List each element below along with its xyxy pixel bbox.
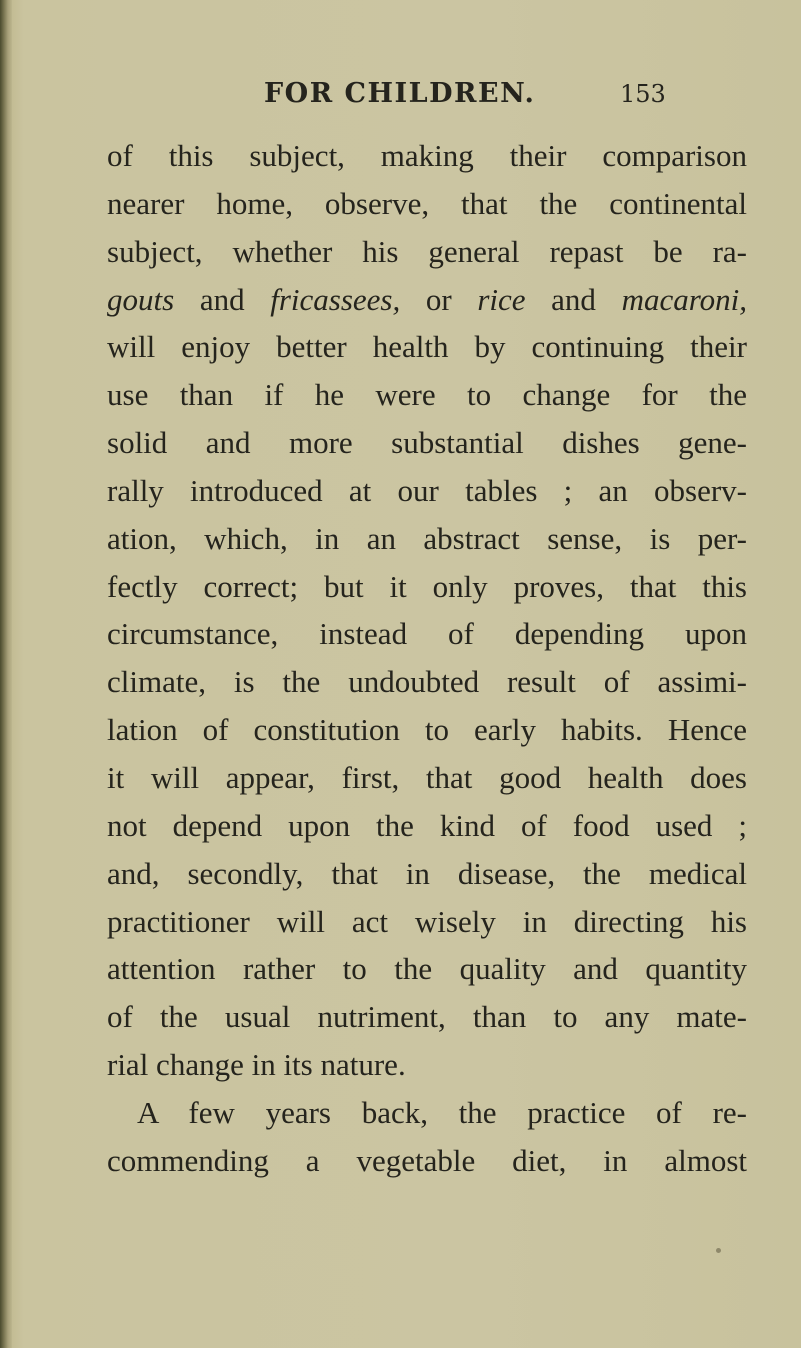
text-line: use than if he were to change for the — [107, 377, 747, 413]
text-line: of this subject, making their comparison — [107, 138, 747, 173]
body-text — [107, 132, 747, 1185]
text-line: rally introduced at our tables ; an observ- — [107, 472, 747, 508]
text-line: fectly correct; but it only proves, that this — [107, 568, 747, 604]
text-line: not depend upon the kind of food used ; — [107, 807, 747, 843]
text-line: nearer home, observe, that the continental — [107, 185, 747, 221]
text-line: will enjoy better health by continuing their — [107, 329, 747, 365]
text-line: lation of constitution to early habits. Hence — [107, 712, 747, 748]
paragraph-start-line: A few years back, the practice of re- — [137, 1094, 747, 1130]
text-line: practitioner will act wisely in directing his — [107, 903, 747, 939]
text-fragment: or — [400, 281, 478, 317]
text-fragment: and — [525, 281, 622, 317]
text-line: commending a vegetable diet, in almost — [107, 1142, 747, 1178]
text-line: circumstance, instead of depending upon — [107, 616, 747, 652]
page-header — [0, 72, 801, 116]
running-title: FOR CHILDREN. — [264, 78, 536, 109]
text-line: rial change in its nature. — [107, 1047, 406, 1083]
italic-term: rice — [477, 281, 526, 317]
text-line: climate, is the undoubted result of assimi- — [107, 664, 747, 700]
page-gutter-shadow — [0, 0, 12, 1348]
italic-term: gouts — [107, 281, 175, 317]
text-line: subject, whether his general repast be ra- — [107, 233, 747, 269]
text-line: attention rather to the quality and quantity — [107, 951, 747, 987]
paper-speck — [716, 1248, 721, 1253]
text-line: solid and more substantial dishes gene- — [107, 425, 747, 461]
text-line: ation, which, in an abstract sense, is per- — [107, 520, 747, 556]
text-line: it will appear, first, that good health does — [107, 759, 747, 795]
italic-term: fricassees, — [270, 281, 401, 317]
text-line — [107, 276, 747, 324]
text-line: and, secondly, that in disease, the medical — [107, 855, 747, 891]
page-number: 153 — [620, 80, 666, 108]
italic-term: macaroni, — [621, 281, 747, 317]
text-fragment: and — [174, 281, 271, 317]
text-line: of the usual nutriment, than to any mate- — [107, 999, 747, 1035]
